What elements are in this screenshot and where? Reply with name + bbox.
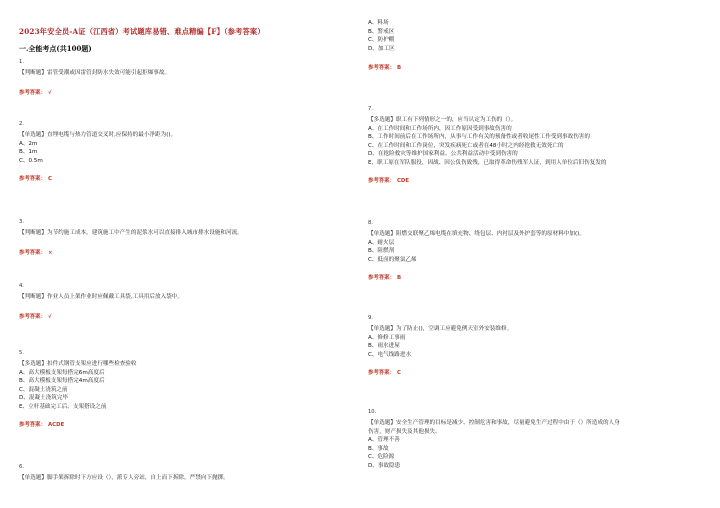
option: A、在工作时间和工作场所内，因工作原因受到事故伤害的 — [368, 125, 512, 132]
answer-line — [19, 175, 349, 183]
question-number: 7. — [368, 106, 373, 112]
question-stem-continued: 伤害，财产损失及其他损失。 — [368, 428, 441, 435]
answer-label: 参考答案： — [19, 249, 46, 256]
document-title: 2023年安全员-A证（江西省）考试题库易错、难点精编【F】（参考答案） — [19, 27, 265, 36]
option: B、高大模板支架每搭完4m高度后 — [19, 378, 105, 385]
answer-value: B — [396, 275, 402, 282]
option: C、在工作时间和工作岗位，突发疾病死亡或者在48小时之内经抢救无效死亡的 — [368, 142, 564, 149]
question-number: 6. — [19, 464, 24, 470]
question-7 — [368, 106, 708, 185]
answer-line — [19, 249, 349, 257]
question-stem: 【多选题】职工有下列情形之一的，应当认定为工伤的（）。 — [368, 117, 517, 123]
question-number: 9. — [368, 315, 373, 321]
question-5 — [19, 350, 349, 429]
question-6-continued — [368, 19, 708, 72]
answer-label: 参考答案： — [368, 370, 395, 377]
question-6 — [19, 464, 349, 483]
answer-label: 参考答案： — [19, 421, 46, 428]
question-4 — [19, 283, 349, 321]
option: D、混凝土浇筑完毕 — [19, 395, 69, 402]
answer-label: 参考答案： — [368, 177, 395, 184]
option: D、在抢险救灾等维护国家利益、公共利益活动中受到伤害的 — [368, 151, 518, 158]
question-2 — [19, 121, 349, 183]
option: A、管理不善 — [368, 437, 400, 444]
question-number: 8. — [368, 220, 373, 226]
question-8 — [368, 220, 708, 282]
question-stem: 【判断题】作业人员上架作业时应佩戴工具袋,工具用后放入袋中。 — [19, 294, 183, 300]
option: B、事故 — [368, 445, 389, 452]
answer-label: 参考答案： — [19, 176, 46, 183]
option: A、修修工事雨 — [368, 334, 406, 341]
question-stem: 【单选题】直埋电缆与热力管道交叉时,应保持的最小净距为()。 — [19, 132, 177, 138]
option: C、0.5m — [19, 157, 43, 164]
option: B、阻燃剂 — [368, 248, 395, 255]
option: D、事故隐患 — [368, 462, 401, 469]
answer-label: 参考答案： — [368, 275, 395, 282]
answer-value: CDE — [396, 177, 410, 184]
answer-line — [368, 369, 708, 377]
answer-line — [19, 89, 349, 97]
question-9 — [368, 315, 708, 377]
question-stem: 【单选题】安全生产管理的目标是减少、控制危害和事故，尽量避免生产过程中由于（）所造成的人身 — [368, 420, 620, 426]
question-number: 1. — [19, 59, 24, 65]
question-number: 5. — [19, 350, 24, 356]
option: C、电气线路进水 — [368, 351, 412, 358]
answer-value: C — [396, 370, 401, 377]
question-stem: 【单选题】阻燃交联聚乙烯电缆在填充物、绕包层、内衬层及外护套等的原材料中加()。 — [368, 231, 585, 237]
option: C、防护棚 — [368, 37, 395, 44]
option: C、危险源 — [368, 454, 395, 461]
answer-label: 参考答案： — [19, 313, 46, 320]
answer-value: C — [47, 176, 52, 183]
section-heading: 一.全能考点(共100题) — [19, 44, 92, 53]
question-10 — [368, 409, 708, 471]
answer-value: √ — [47, 313, 52, 320]
option: A、料场 — [368, 20, 389, 26]
option: D、加工区 — [368, 45, 395, 52]
question-1 — [19, 59, 349, 97]
option: E、立杆基础完工后、支架搭设之前 — [19, 403, 107, 410]
option: B、雨水进屋 — [368, 343, 400, 350]
question-stem: 【单选题】脚手架拆除时下方应设（），派专人旁站，自上而下拆除，严禁向下抛掷。 — [19, 475, 229, 481]
answer-value: ACDE — [47, 421, 65, 428]
answer-line — [368, 274, 708, 282]
question-3 — [19, 219, 349, 257]
option: E、职工原在军队服役，因战、因公负伤致残，已取得革命伤残军人证，到用人单位后旧伤复发的 — [368, 159, 607, 166]
answer-value: B — [396, 65, 402, 72]
answer-line — [368, 177, 708, 185]
option: C、低卤的聚氯乙烯 — [368, 256, 417, 263]
question-stem: 【判断题】为节约施工成本，建筑施工中产生的泥浆水可以直接排入城市排水设施和河流。 — [19, 230, 243, 236]
question-stem: 【多选题】扣件式钢管支架应进行哪些检查验收 — [19, 361, 137, 367]
question-number: 2. — [19, 121, 24, 127]
answer-line — [19, 313, 349, 321]
option: A、高大模板支架每搭完6m高度后 — [19, 369, 105, 376]
answer-line — [19, 421, 349, 429]
answer-value: × — [47, 249, 53, 256]
question-stem: 【单选题】为了防止()，空调工应避免例天室外安装维修。 — [368, 326, 513, 332]
question-number: 10. — [368, 409, 377, 415]
answer-line — [368, 64, 708, 72]
answer-value: √ — [47, 89, 52, 96]
answer-label: 参考答案： — [19, 89, 46, 96]
answer-label: 参考答案： — [368, 65, 395, 72]
question-stem: 【判断题】雷管受潮或因雷管封防水失效可能引起拒爆事故。 — [19, 70, 171, 76]
option: B、警戒区 — [368, 28, 395, 35]
option: B、1m — [19, 149, 38, 156]
question-number: 4. — [19, 283, 24, 289]
option: C、混凝土浇筑之前 — [19, 386, 68, 393]
question-number: 3. — [19, 219, 24, 225]
option: A、2m — [19, 140, 38, 147]
option: B、工作时间前后在工作场所内，从事与工作有关的预备性或者收尾性工作受到事故伤害的 — [368, 134, 590, 141]
option: A、耐火层 — [368, 239, 395, 246]
